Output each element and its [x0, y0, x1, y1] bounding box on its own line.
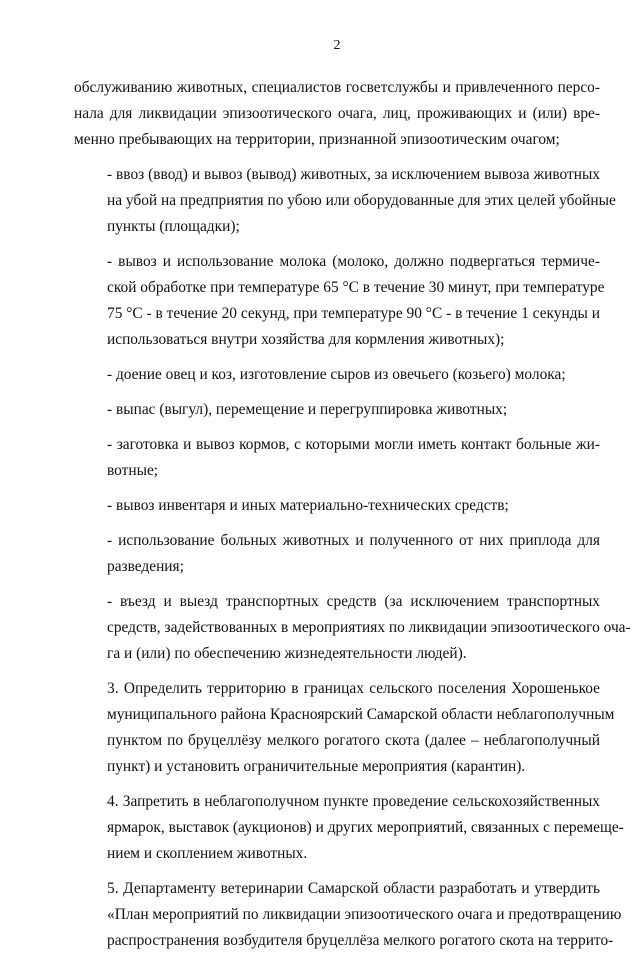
text-line: 5. Департаменту ветеринарии Самарской области разработать и утвердить	[107, 880, 600, 897]
paragraph	[74, 876, 622, 954]
text-line: обслуживанию животных, специалистов госветслужбы и привлеченного персо-	[74, 79, 600, 96]
text-line: вотные;	[107, 462, 159, 479]
text-line: пункты (площадки);	[107, 218, 240, 235]
text-line: на убой на предприятия по убою или оборудованные для этих целей убойные	[107, 192, 616, 209]
text-line: 3. Определить территорию в границах сельского поселения Хорошенькое	[107, 680, 600, 697]
text-line: пункт) и установить ограничительные мероприятия (карантин).	[107, 758, 526, 775]
paragraph	[74, 676, 615, 780]
text-line: - вывоз инвентаря и иных материально-технических средств;	[107, 497, 509, 514]
paragraph	[74, 589, 631, 667]
text-line: использоваться внутри хозяйства для кормления животных);	[107, 331, 505, 348]
text-line: - заготовка и вывоз кормов, с которыми могли иметь контакт больные жи-	[107, 436, 600, 453]
text-line: нием и скоплением животных.	[107, 845, 308, 862]
text-line: «План мероприятий по ликвидации эпизоотического очага и предотвращению	[107, 906, 622, 923]
paragraph	[74, 162, 616, 240]
text-line: - вывоз и использование молока (молоко, должно подвергаться термиче-	[107, 253, 600, 270]
text-line: - въезд и выезд транспортных средств (за исключением транспортных	[107, 593, 600, 610]
text-line: - ввоз (ввод) и вывоз (вывод) животных, за исключением вывоза животных	[107, 166, 600, 183]
paragraph	[74, 493, 600, 519]
text-line: разведения;	[107, 558, 184, 575]
text-line: 75 °С - в течение 20 секунд, при температуре 90 °С - в течение 1 секунды и	[107, 305, 600, 322]
paragraph	[74, 432, 600, 484]
text-line: распространения возбудителя бруцеллёза мелкого рогатого скота на террито-	[107, 932, 614, 949]
paragraph	[74, 249, 605, 353]
text-line: нала для ликвидации эпизоотического очага, лиц, проживающих и (или) вре-	[74, 105, 600, 122]
text-line: менно пребывающих на территории, признанной эпизоотическим очагом;	[74, 131, 560, 148]
text-line: - использование больных животных и полученного от них приплода для	[107, 532, 600, 549]
text-line: пунктом по бруцеллёзу мелкого рогатого скота (далее – неблагополучный	[107, 732, 600, 749]
text-line: ской обработке при температуре 65 °С в течение 30 минут, при температуре	[107, 279, 605, 296]
text-line: 4. Запретить в неблагополучном пункте проведение сельскохозяйственных	[107, 793, 600, 810]
paragraph	[74, 75, 600, 153]
text-line: - доение овец и коз, изготовление сыров из овечьего (козьего) молока;	[107, 366, 566, 383]
text-line: средств, задействованных в мероприятиях по ликвидации эпизоотического оча-	[107, 619, 631, 636]
text-line: - выпас (выгул), перемещение и перегруппировка животных;	[107, 401, 508, 418]
page-number: 2	[333, 38, 341, 53]
paragraph	[74, 789, 624, 867]
paragraph	[74, 362, 600, 388]
text-line: ярмарок, выставок (аукционов) и других мероприятий, связанных с перемеще-	[107, 819, 624, 836]
paragraph	[74, 397, 600, 423]
text-line: га и (или) по обеспечению жизнедеятельности людей).	[107, 645, 467, 662]
text-line: муниципального района Красноярский Самарской области неблагополучным	[107, 706, 615, 723]
paragraph	[74, 528, 600, 580]
document-body	[74, 75, 631, 954]
